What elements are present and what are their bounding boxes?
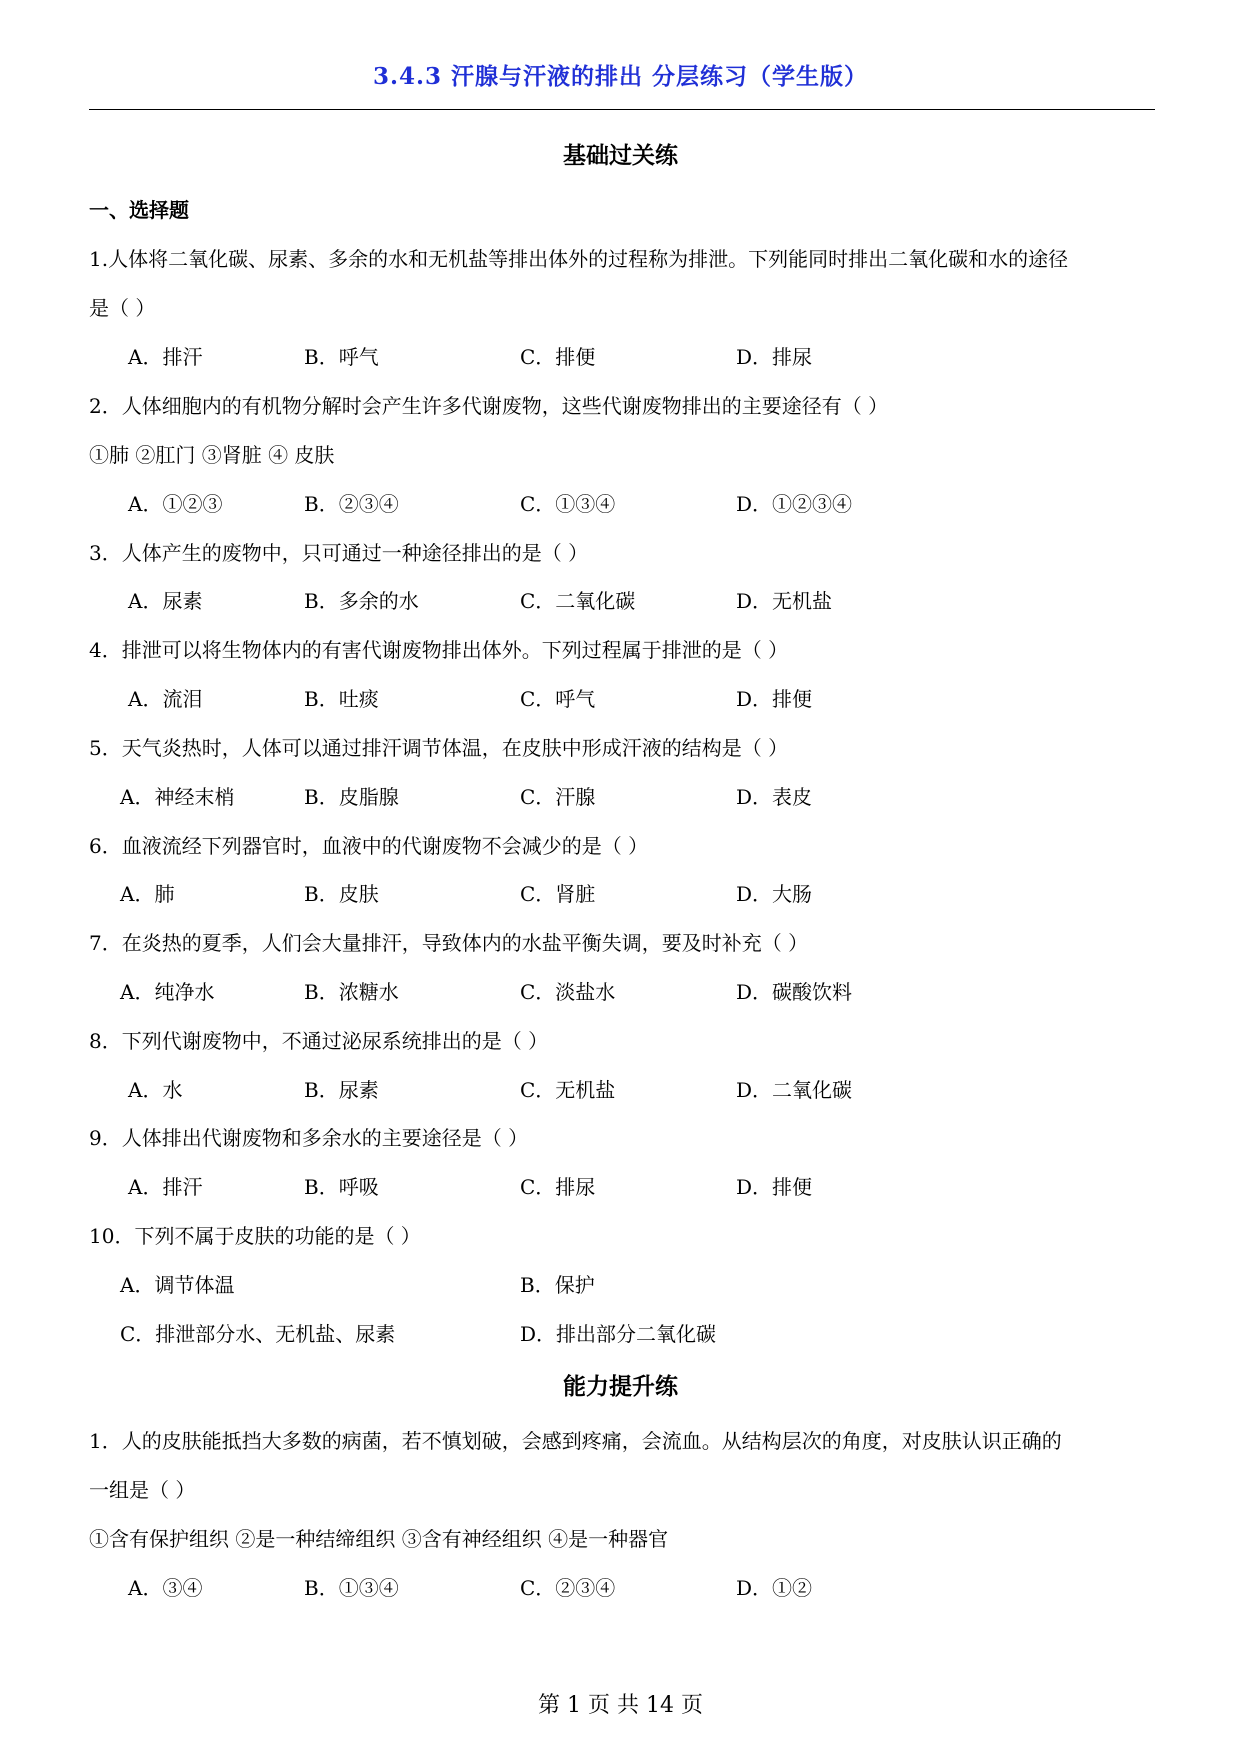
question-1-text-cont: 是（ ） xyxy=(89,296,156,320)
question-8-text: 8．下列代谢废物中，不通过泌尿系统排出的是（ ） xyxy=(89,1029,549,1053)
page-number: 第 1 页 共 14 页 xyxy=(538,1693,703,1718)
question-8-option-c: C．无机盐 xyxy=(520,1078,616,1102)
question-6-option-b: B．皮肤 xyxy=(304,882,379,906)
question-3-option-a: A．尿素 xyxy=(128,589,203,613)
question-1-option-a: A．排汗 xyxy=(128,345,203,369)
question-2-option-b: B．②③④ xyxy=(304,492,399,516)
question-2-items: ①肺 ②肛门 ③肾脏 ④ 皮肤 xyxy=(89,443,335,467)
question-9-option-a: A．排汗 xyxy=(128,1175,203,1199)
header-divider xyxy=(89,109,1155,110)
question-1-option-c: C．排便 xyxy=(520,345,596,369)
question-9-text: 9．人体排出代谢废物和多余水的主要途径是（ ） xyxy=(89,1126,529,1150)
question-6-option-c: C．肾脏 xyxy=(520,882,596,906)
question-3-option-d: D．无机盐 xyxy=(736,589,833,613)
question-5-text: 5．天气炎热时，人体可以通过排汗调节体温，在皮肤中形成汗液的结构是（ ） xyxy=(89,736,789,760)
question-6-option-d: D．大肠 xyxy=(736,882,813,906)
question-3-text: 3．人体产生的废物中，只可通过一种途径排出的是（ ） xyxy=(89,541,589,565)
part-heading-multiple-choice: 一、选择题 xyxy=(89,198,189,222)
question-4-option-b: B．吐痰 xyxy=(304,687,379,711)
question-10-option-a: A．调节体温 xyxy=(120,1273,235,1297)
section-heading-basic: 基础过关练 xyxy=(563,142,678,169)
question-5-option-c: C．汗腺 xyxy=(520,785,596,809)
question-1-option-b: B．呼气 xyxy=(304,345,379,369)
advanced-question-1-option-a: A．③④ xyxy=(128,1576,203,1600)
question-10-option-b: B．保护 xyxy=(520,1273,595,1297)
question-1-text: 1.人体将二氧化碳、尿素、多余的水和无机盐等排出体外的过程称为排泄。下列能同时排出二氧化碳和水的途径 xyxy=(89,247,1069,271)
advanced-question-1-option-b: B．①③④ xyxy=(304,1576,399,1600)
question-9-option-c: C．排尿 xyxy=(520,1175,596,1199)
section-heading-advanced: 能力提升练 xyxy=(563,1373,678,1400)
question-2-option-d: D．①②③④ xyxy=(736,492,853,516)
question-4-text: 4．排泄可以将生物体内的有害代谢废物排出体外。下列过程属于排泄的是（ ） xyxy=(89,638,789,662)
document-title: 3.4.3 汗腺与汗液的排出 分层练习（学生版） xyxy=(372,63,869,90)
question-10-option-d: D．排出部分二氧化碳 xyxy=(520,1322,717,1346)
question-7-option-b: B．浓糖水 xyxy=(304,980,399,1004)
question-7-option-a: A．纯净水 xyxy=(120,980,215,1004)
question-4-option-c: C．呼气 xyxy=(520,687,596,711)
question-8-option-b: B．尿素 xyxy=(304,1078,379,1102)
question-6-text: 6．血液流经下列器官时，血液中的代谢废物不会减少的是（ ） xyxy=(89,834,649,858)
question-8-option-a: A．水 xyxy=(128,1078,183,1102)
question-5-option-b: B．皮脂腺 xyxy=(304,785,399,809)
advanced-question-1-text-cont: 一组是（ ） xyxy=(89,1478,196,1502)
question-10-option-c: C．排泄部分水、无机盐、尿素 xyxy=(120,1322,396,1346)
question-5-option-a: A．神经末梢 xyxy=(120,785,235,809)
question-2-option-a: A．①②③ xyxy=(128,492,223,516)
advanced-question-1-items: ①含有保护组织 ②是一种结缔组织 ③含有神经组织 ④是一种器官 xyxy=(89,1527,669,1551)
question-3-option-b: B．多余的水 xyxy=(304,589,419,613)
question-7-option-d: D．碳酸饮料 xyxy=(736,980,853,1004)
advanced-question-1-option-d: D．①② xyxy=(736,1576,813,1600)
question-7-text: 7．在炎热的夏季，人们会大量排汗，导致体内的水盐平衡失调，要及时补充（ ） xyxy=(89,931,809,955)
question-10-text: 10．下列不属于皮肤的功能的是（ ） xyxy=(89,1224,421,1248)
question-5-option-d: D．表皮 xyxy=(736,785,813,809)
question-8-option-d: D．二氧化碳 xyxy=(736,1078,853,1102)
question-4-option-a: A．流泪 xyxy=(128,687,203,711)
question-4-option-d: D．排便 xyxy=(736,687,813,711)
question-2-option-c: C．①③④ xyxy=(520,492,616,516)
advanced-question-1-text: 1．人的皮肤能抵挡大多数的病菌，若不慎划破，会感到疼痛，会流血。从结构层次的角度，对皮肤认识正确的 xyxy=(89,1429,1062,1453)
question-1-option-d: D．排尿 xyxy=(736,345,813,369)
question-9-option-d: D．排便 xyxy=(736,1175,813,1199)
question-3-option-c: C．二氧化碳 xyxy=(520,589,636,613)
advanced-question-1-option-c: C．②③④ xyxy=(520,1576,616,1600)
question-7-option-c: C．淡盐水 xyxy=(520,980,616,1004)
question-9-option-b: B．呼吸 xyxy=(304,1175,379,1199)
question-2-text: 2．人体细胞内的有机物分解时会产生许多代谢废物，这些代谢废物排出的主要途径有（ ） xyxy=(89,394,889,418)
question-6-option-a: A．肺 xyxy=(120,882,175,906)
